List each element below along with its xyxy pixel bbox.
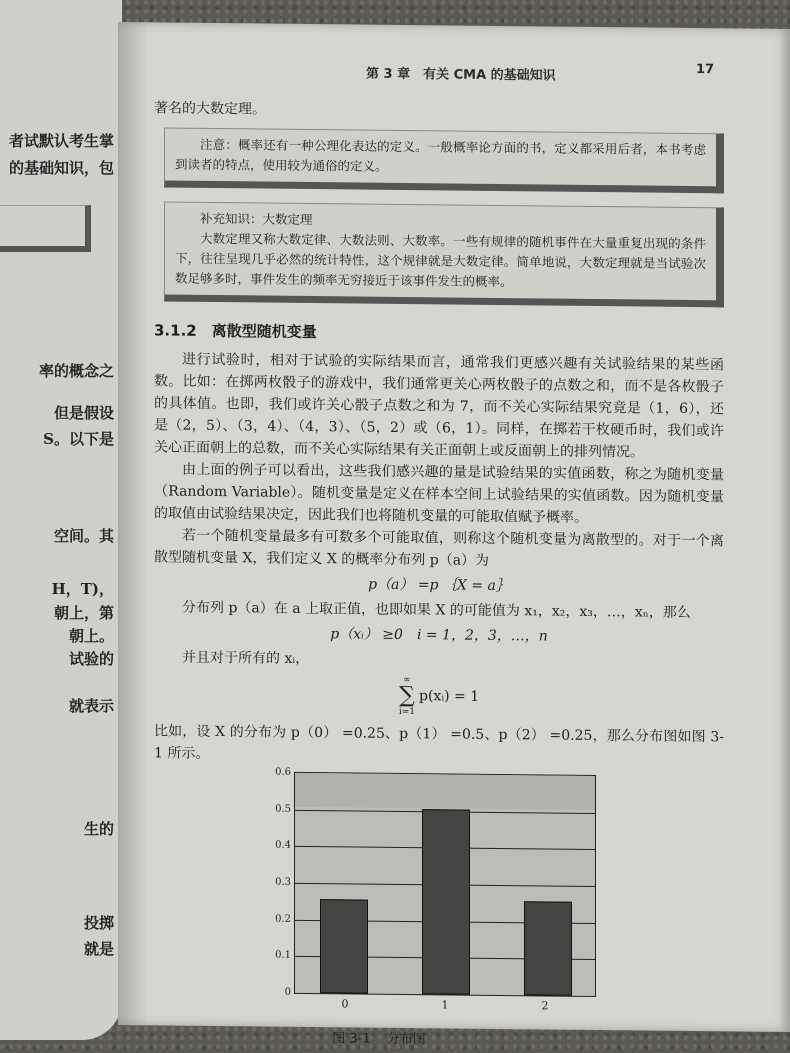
bar-2 xyxy=(524,902,572,996)
y-tick-label: 0.5 xyxy=(275,803,291,815)
supplement-title: 补充知识：大数定理 xyxy=(200,210,313,228)
paragraph-2: 由上面的例子可以看出，这些我们感兴趣的量是试验结果的实值函数，称之为随机变量（Random Variable）。随机变量是定义在样本空间上试验结果的实值函数。因为随机变量的取值由试验结果决定，因此我们也将随机变量的可能取值赋予概率。 xyxy=(154,461,724,526)
sum-expression: p(xᵢ) = 1 xyxy=(419,688,480,705)
left-page-note-box xyxy=(0,205,91,252)
example-line: 比如，设 X 的分布为 p（0） =0.25、p（1） =0.5、p（2） =0.25，那么分布图如图 3-1 所示。 xyxy=(154,723,724,762)
figure-title: 分布图 xyxy=(386,1031,426,1048)
page-content xyxy=(154,97,724,1050)
left-page-text-fragment: 但是假设 xyxy=(53,404,114,422)
y-tick-label: 0 xyxy=(284,986,291,998)
y-tick-label: 0.6 xyxy=(275,766,291,778)
y-tick-label: 0.2 xyxy=(275,913,291,925)
formula-nonneg: p（xᵢ） ≥0 i = 1，2，3，…，n xyxy=(330,626,548,645)
left-page xyxy=(0,0,122,1040)
figure-number: 图 3-1 xyxy=(332,1031,371,1047)
left-page-text-fragment: 朝上，第 xyxy=(53,604,114,622)
line-after-formula-2: 并且对于所有的 xᵢ， xyxy=(182,649,310,668)
supplement-box xyxy=(164,201,724,307)
bar-0 xyxy=(320,899,368,993)
left-page-text-fragment: 空间。其 xyxy=(53,527,114,545)
y-tick-label: 0.1 xyxy=(275,949,291,962)
y-tick-label: 0.4 xyxy=(275,839,291,852)
spine-shadow xyxy=(118,22,148,1025)
sigma-symbol: ∞ ∑ i=1 xyxy=(398,674,415,718)
page-number: 17 xyxy=(696,62,715,78)
left-page-text-fragment: 的基础知识，包 xyxy=(8,159,114,177)
left-page-text-fragment: 率的概念之 xyxy=(38,362,114,380)
left-page-text-fragment: 试验的 xyxy=(68,650,114,668)
left-page-text-fragment: 者试默认考生掌 xyxy=(8,132,114,150)
running-header xyxy=(118,60,790,87)
paragraph-1: 进行试验时，相对于试验的实际结果而言，通常我们更感兴趣有关试验结果的某些函数。比如：在掷两枚骰子的游戏中，我们通常更关心两枚骰子的点数之和，而不是各枚骰子的具体值。也即，我们或许关心骰子点数之和为 7，而不关心实际结果究竟是（1，6），还是（2，5）、（3，4）、（4，3）、（5，2）或（6，1）。同样，在掷若干枚硬币时，我们或许关心正面朝上的总数，而不关心实际结果有关正面朝上或反面朝上的排列情况。 xyxy=(154,351,724,461)
paragraph-3: 若一个随机变量最多有可数多个可能取值，则称这个随机变量为离散型的。对于一个离散型随机变量 X，我们定义 X 的概率分布列 p（a）为 xyxy=(154,527,724,569)
note-box xyxy=(164,127,724,193)
formula-pmf: p（a） =p ｛X = a｝ xyxy=(368,576,510,595)
x-tick-label: 1 xyxy=(441,998,449,1012)
figure-caption xyxy=(34,1024,724,1050)
left-page-text-fragment: 生的 xyxy=(83,820,114,838)
chapter-title: 第 3 章 有关 CMA 的基础知识 xyxy=(366,66,556,84)
left-page-text-fragment: 朝上。 xyxy=(68,627,114,645)
bar-1 xyxy=(422,809,470,995)
x-tick-label: 2 xyxy=(541,999,549,1013)
y-tick-label: 0.3 xyxy=(275,876,291,888)
x-tick-label: 0 xyxy=(341,997,349,1011)
distribution-chart xyxy=(272,766,602,1020)
left-page-text-fragment: S。以下是 xyxy=(43,430,114,448)
formula-sum xyxy=(154,672,724,720)
intro-line: 著名的大数定理。 xyxy=(154,100,266,118)
chart-plot-area xyxy=(275,766,596,1013)
section-heading: 3.1.2 离散型随机变量 xyxy=(154,321,317,342)
plot-top-band xyxy=(295,773,595,810)
left-page-text-fragment: 就表示 xyxy=(68,697,114,715)
line-after-formula-1: 分布列 p（a）在 a 上取正值，也即如果 X 的可能值为 x₁，x₂，x₃，…，xₙ，那么 xyxy=(182,599,691,621)
left-page-text-fragment: 投掷 xyxy=(83,914,114,932)
note-text: 注意：概率还有一种公理化表达的定义。一般概率论方面的书，定义都采用后者，本书考虑到读者的特点，使用较为通俗的定义。 xyxy=(175,136,706,174)
left-page-text-fragment: H，T)， xyxy=(51,580,114,598)
left-page-text-fragment: 就是 xyxy=(83,940,114,958)
supplement-text: 大数定理又称大数定律、大数法则、大数率。一些有规律的随机事件在大量重复出现的条件下，往往呈现几乎必然的统计特性，这个规律就是大数定律。简单地说，大数定理就是当试验次数足够多时，事件发生的频率无穷接近于该事件发生的概率。 xyxy=(175,230,706,290)
right-page xyxy=(118,22,790,1048)
